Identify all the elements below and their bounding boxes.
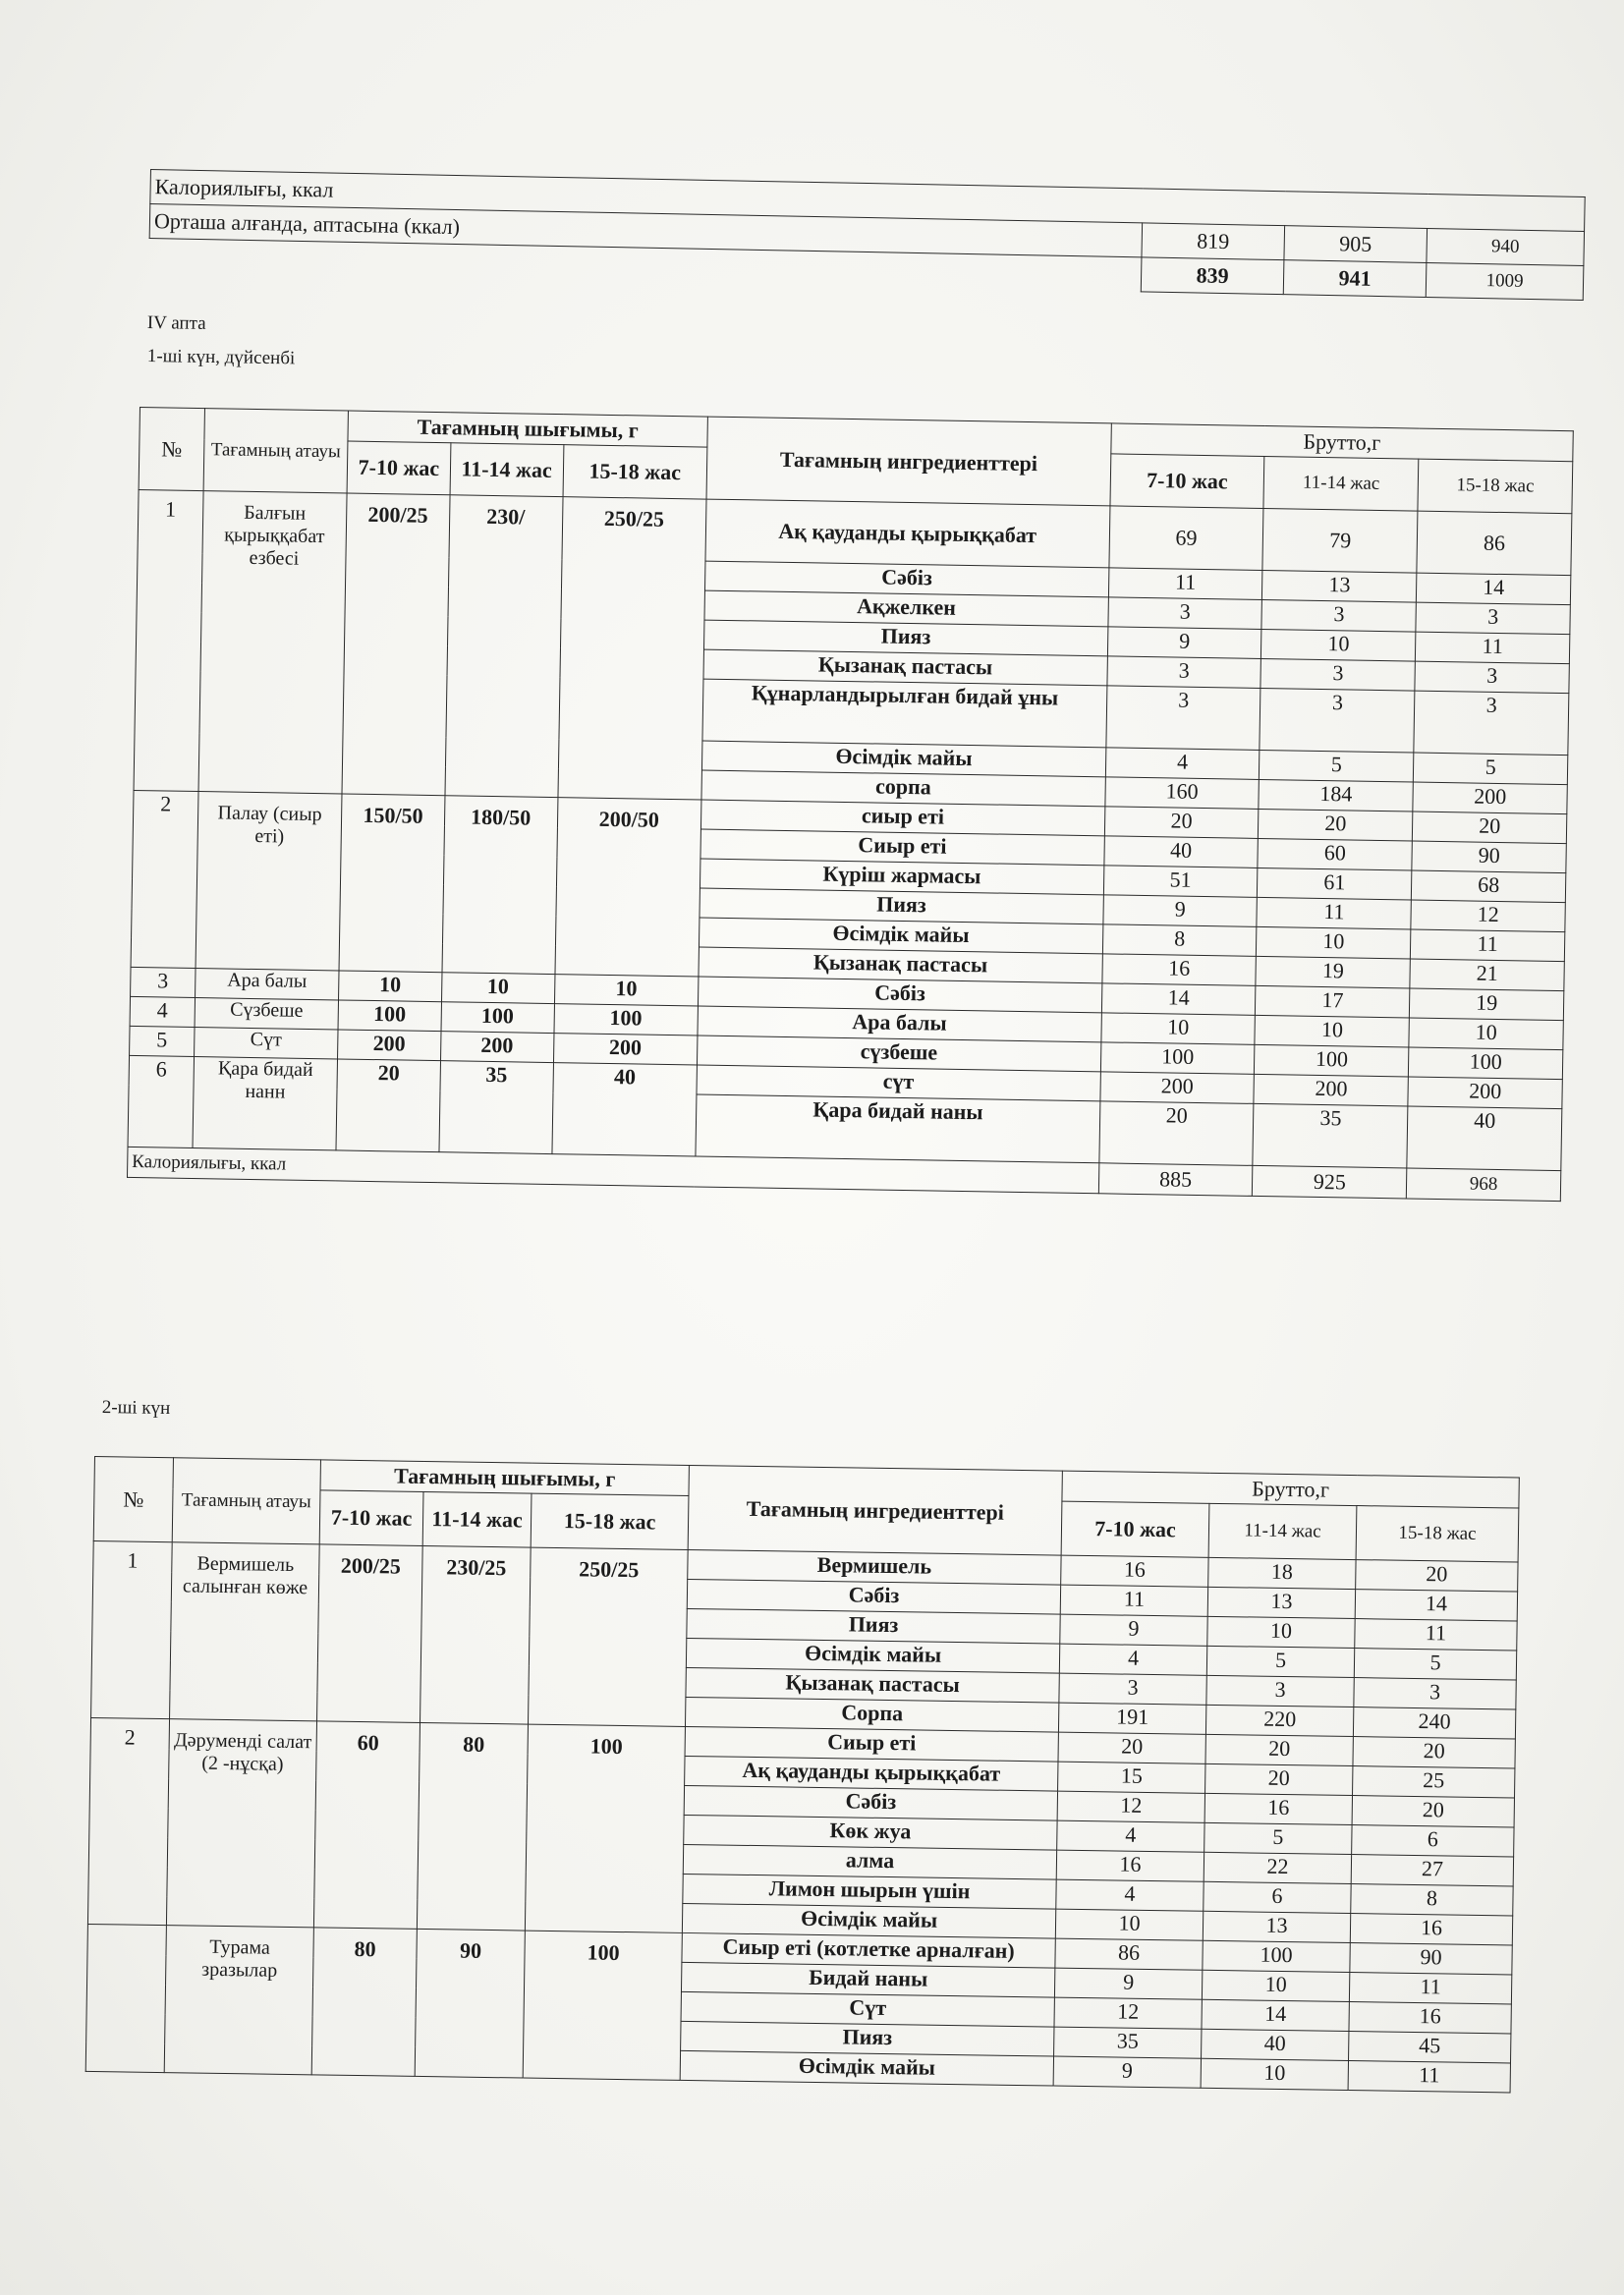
meal-yield: 10: [554, 975, 699, 1006]
ingredient-name: Ақ қауданды қырыққабат: [685, 1756, 1058, 1791]
ingredient-brutto: 3: [1415, 661, 1569, 694]
meal-yield: 60: [313, 1721, 420, 1930]
ingredient-brutto: 13: [1203, 1911, 1350, 1942]
header-name: Тағамның атауы: [203, 409, 349, 493]
header-brutto-age: 15-18 жас: [1418, 459, 1573, 514]
ingredient-brutto: 40: [1407, 1106, 1562, 1171]
ingredient-brutto: 40: [1104, 836, 1259, 868]
summary-calories-label: Калориялығы, ккал: [150, 170, 1585, 232]
ingredient-name: Сәбіз: [704, 561, 1108, 597]
meal-num: 1: [134, 489, 203, 791]
ingredient-brutto: 12: [1057, 1791, 1204, 1822]
meal-yield: 200/25: [317, 1544, 423, 1723]
meal-yield: 100: [338, 1000, 441, 1032]
ingredient-name: Өсімдік майы: [701, 741, 1105, 777]
ingredient-name: Сүт: [681, 1991, 1054, 2027]
ingredient-brutto: 19: [1256, 956, 1410, 988]
ingredient-name: Өсімдік майы: [699, 918, 1102, 954]
ingredient-brutto: 3: [1414, 691, 1569, 756]
ingredient-brutto: 35: [1054, 2027, 1202, 2058]
meal-yield: 200: [440, 1032, 553, 1063]
ingredient-brutto: 11: [1349, 1973, 1511, 2004]
ingredient-brutto: 4: [1056, 1879, 1204, 1911]
ingredient-brutto: 16: [1350, 1914, 1512, 1945]
ingredient-brutto: 3: [1107, 656, 1261, 689]
ingredient-brutto: 100: [1409, 1047, 1563, 1080]
summary-average-label: Орташа алғанда, аптасына (ккал): [149, 204, 1142, 257]
ingredient-brutto: 13: [1262, 570, 1417, 602]
header-age: 7-10 жас: [347, 441, 450, 495]
ingredient-brutto: 240: [1353, 1707, 1515, 1739]
ingredient-name: сүзбеше: [697, 1036, 1100, 1072]
header-num: №: [139, 408, 204, 491]
ingredient-name: сиыр еті: [700, 800, 1104, 836]
ingredient-brutto: 9: [1107, 627, 1261, 659]
ingredient-brutto: 20: [1099, 1101, 1255, 1166]
ingredient-brutto: 11: [1060, 1585, 1207, 1616]
ingredient-brutto: 20: [1104, 807, 1259, 839]
ingredient-brutto: 100: [1203, 1940, 1350, 1972]
ingredient-brutto: 220: [1205, 1705, 1353, 1736]
meal-name: Вермишель салынған көже: [170, 1542, 320, 1721]
ingredient-brutto: 6: [1352, 1825, 1514, 1857]
meal-name: Сүт: [194, 1028, 338, 1059]
header-brutto: Брутто,г: [1062, 1471, 1519, 1508]
meal-yield: 40: [552, 1063, 698, 1156]
day1-menu-table: [127, 407, 1574, 1202]
meal-yield: 80: [417, 1722, 528, 1931]
ingredient-name: Күріш жармасы: [700, 859, 1103, 895]
header-ingredients: Тағамның ингредиенттері: [706, 417, 1111, 506]
meal-yield: 200: [338, 1030, 441, 1061]
ingredient-name: алма: [683, 1844, 1056, 1879]
ingredient-name: Сорпа: [685, 1697, 1058, 1732]
ingredient-brutto: 191: [1058, 1703, 1205, 1734]
ingredient-brutto: 90: [1412, 841, 1566, 873]
ingredient-brutto: 61: [1258, 868, 1412, 900]
ingredient-name: Ақжелкен: [704, 590, 1108, 627]
ingredient-brutto: 8: [1351, 1884, 1513, 1916]
ingredient-brutto: 20: [1356, 1560, 1518, 1592]
ingredient-name: Өсімдік майы: [682, 1903, 1055, 1938]
ingredient-brutto: 20: [1205, 1734, 1353, 1765]
meal-yield: 180/50: [442, 796, 558, 975]
summary-value: 1009: [1426, 262, 1584, 300]
meal-num: 5: [130, 1026, 195, 1056]
ingredient-brutto: 17: [1256, 985, 1410, 1018]
ingredient-brutto: 16: [1056, 1850, 1204, 1881]
ingredient-brutto: 12: [1054, 1997, 1202, 2029]
ingredient-brutto: 16: [1349, 2002, 1511, 2034]
ingredient-brutto: 11: [1411, 929, 1565, 962]
ingredient-brutto: 51: [1103, 866, 1258, 898]
ingredient-name: сорпа: [701, 770, 1105, 807]
ingredient-brutto: 8: [1102, 924, 1257, 957]
ingredient-brutto: 20: [1259, 809, 1413, 841]
ingredient-brutto: 68: [1412, 870, 1566, 903]
meal-name: Сүзбеше: [195, 998, 339, 1030]
header-brutto-age: 11-14 жас: [1263, 456, 1419, 511]
meal-name: Балғын қырыққабат езбесі: [198, 491, 347, 794]
header-age: 15-18 жас: [531, 1493, 689, 1549]
ingredient-brutto: 100: [1255, 1044, 1409, 1077]
ingredient-name: Сиыр еті: [685, 1726, 1058, 1762]
ingredient-name: Сиыр еті (котлетке арналған): [682, 1932, 1055, 1968]
ingredient-brutto: 4: [1105, 748, 1260, 780]
ingredient-brutto: 3: [1206, 1675, 1354, 1707]
meal-name: Қара бидай нанн: [193, 1057, 338, 1150]
ingredient-name: Қызанақ пастасы: [699, 947, 1102, 983]
calories-label: Калориялығы, ккал: [127, 1147, 1098, 1193]
meal-num: 2: [87, 1717, 169, 1925]
ingredient-brutto: 11: [1348, 2061, 1510, 2093]
meal-num: 6: [128, 1055, 194, 1148]
ingredient-brutto: 6: [1204, 1881, 1351, 1913]
ingredient-brutto: 200: [1413, 782, 1567, 814]
ingredient-name: Ара балы: [698, 1006, 1101, 1042]
ingredient-name: Өсімдік майы: [680, 2050, 1053, 2086]
ingredient-name: Пияз: [703, 620, 1107, 656]
meal-name: Турама зразылар: [164, 1926, 313, 2075]
meal-yield: 200: [553, 1034, 698, 1065]
ingredient-brutto: 19: [1410, 988, 1564, 1021]
ingredient-brutto: 14: [1355, 1590, 1517, 1621]
meal-yield: 250/25: [528, 1547, 688, 1726]
meal-num: 1: [91, 1540, 173, 1718]
ingredient-brutto: 20: [1353, 1737, 1515, 1768]
ingredient-brutto: 11: [1108, 568, 1262, 600]
ingredient-brutto: 14: [1417, 573, 1571, 605]
ingredient-brutto: 3: [1260, 688, 1415, 753]
ingredient-brutto: 16: [1061, 1555, 1208, 1587]
ingredient-brutto: 16: [1204, 1793, 1352, 1824]
ingredient-brutto: 10: [1261, 629, 1416, 661]
meal-num: [85, 1924, 166, 2072]
meal-yield: 200/50: [555, 798, 701, 977]
ingredient-brutto: 10: [1207, 1616, 1355, 1648]
ingredient-brutto: 9: [1060, 1614, 1207, 1646]
meal-num: 3: [131, 967, 196, 997]
ingredient-name: Сиыр еті: [700, 829, 1104, 866]
ingredient-name: сүт: [697, 1065, 1100, 1101]
ingredient-brutto: 20: [1058, 1732, 1205, 1763]
day2-label: 2-ші күн: [101, 1397, 171, 1420]
ingredient-name: Өсімдік майы: [686, 1638, 1059, 1673]
ingredient-name: Бидай наны: [681, 1962, 1054, 1997]
header-age: 11-14 жас: [422, 1491, 532, 1547]
ingredient-brutto: 27: [1351, 1855, 1513, 1886]
ingredient-brutto: 10: [1255, 1015, 1409, 1047]
ingredient-brutto: 10: [1055, 1909, 1203, 1940]
ingredient-brutto: 100: [1100, 1042, 1255, 1075]
ingredient-brutto: 69: [1109, 506, 1264, 571]
ingredient-brutto: 40: [1202, 2029, 1349, 2060]
ingredient-name: Лимон шырын үшін: [683, 1874, 1056, 1909]
ingredient-brutto: 79: [1262, 508, 1418, 573]
meal-yield: 20: [336, 1059, 440, 1152]
ingredient-brutto: 3: [1354, 1678, 1516, 1709]
ingredient-brutto: 60: [1258, 838, 1412, 870]
ingredient-brutto: 21: [1410, 959, 1564, 991]
header-age: 15-18 жас: [563, 445, 707, 499]
meal-yield: 10: [441, 973, 554, 1004]
ingredient-name: Қызанақ пастасы: [686, 1667, 1059, 1703]
meal-yield: 100: [523, 1931, 682, 2080]
ingredient-brutto: 10: [1201, 2058, 1348, 2090]
ingredient-brutto: 9: [1053, 2056, 1201, 2088]
meal-yield: 35: [439, 1061, 553, 1154]
ingredient-brutto: 5: [1414, 753, 1568, 785]
summary-value: 941: [1283, 260, 1427, 298]
meal-yield: 230/25: [420, 1545, 532, 1724]
ingredient-brutto: 200: [1100, 1072, 1255, 1104]
ingredient-brutto: 3: [1261, 599, 1416, 632]
meal-yield: 100: [441, 1002, 554, 1034]
ingredient-brutto: 35: [1253, 1103, 1408, 1168]
day2-menu-table: [85, 1456, 1520, 2093]
meal-yield: 10: [339, 971, 442, 1002]
summary-value: 940: [1427, 228, 1585, 265]
calories-value: 968: [1406, 1168, 1560, 1202]
meal-num: 4: [130, 996, 195, 1027]
ingredient-name: Қызанақ пастасы: [703, 649, 1107, 686]
header-brutto: Брутто,г: [1110, 423, 1573, 462]
ingredient-brutto: 12: [1411, 900, 1565, 932]
ingredient-brutto: 160: [1105, 777, 1260, 810]
ingredient-brutto: 11: [1257, 897, 1411, 929]
ingredient-name: Құнарландырылған бидай ұны: [702, 679, 1107, 748]
ingredient-name: Пияз: [700, 888, 1103, 924]
header-num: №: [93, 1457, 173, 1542]
ingredient-brutto: 184: [1259, 779, 1413, 812]
ingredient-brutto: 10: [1101, 1013, 1256, 1045]
header-brutto-age: 7-10 жас: [1061, 1501, 1209, 1557]
calories-value: 925: [1253, 1165, 1407, 1199]
ingredient-brutto: 10: [1257, 926, 1411, 959]
meal-yield: 90: [415, 1929, 525, 2078]
meal-name: Дәруменді салат (2 -нұсқа): [166, 1719, 316, 1928]
header-brutto-age: 11-14 жас: [1208, 1503, 1357, 1559]
header-name: Тағамның атауы: [172, 1458, 320, 1544]
ingredient-brutto: 5: [1354, 1649, 1516, 1680]
meal-yield: 150/50: [339, 794, 444, 973]
ingredient-name: Вермишель: [688, 1549, 1061, 1585]
ingredient-brutto: 4: [1059, 1644, 1206, 1675]
ingredient-name: Сәбіз: [698, 977, 1101, 1013]
ingredient-brutto: 25: [1353, 1766, 1515, 1798]
meal-name: Ара балы: [195, 969, 339, 1000]
ingredient-brutto: 14: [1101, 983, 1256, 1016]
ingredient-brutto: 5: [1260, 750, 1414, 782]
ingredient-brutto: 86: [1055, 1938, 1203, 1970]
ingredient-brutto: 3: [1416, 602, 1570, 635]
ingredient-name: Ақ қауданды қырыққабат: [705, 499, 1110, 568]
meal-yield: 100: [554, 1004, 699, 1036]
header-age: 11-14 жас: [450, 443, 564, 497]
ingredient-brutto: 14: [1202, 1999, 1349, 2031]
week-label: IV апта: [146, 312, 206, 334]
meal-name: Палау (сиыр еті): [196, 792, 342, 971]
ingredient-name: Пияз: [687, 1608, 1060, 1644]
header-ingredients: Тағамның ингредиенттері: [688, 1465, 1062, 1555]
ingredient-brutto: 9: [1103, 895, 1258, 927]
header-yield: Тағамның шығымы, г: [348, 411, 707, 447]
meal-yield: 250/25: [558, 497, 706, 800]
ingredient-brutto: 20: [1413, 812, 1567, 844]
ingredient-brutto: 5: [1206, 1646, 1354, 1677]
ingredient-brutto: 10: [1409, 1018, 1563, 1050]
meal-yield: 80: [311, 1928, 417, 2077]
ingredient-name: Қара бидай наны: [696, 1094, 1100, 1163]
header-brutto-age: 7-10 жас: [1110, 454, 1265, 509]
ingredient-brutto: 11: [1355, 1619, 1517, 1651]
ingredient-brutto: 200: [1408, 1077, 1562, 1109]
meal-num: 2: [131, 790, 198, 968]
ingredient-brutto: 200: [1254, 1074, 1408, 1106]
ingredient-brutto: 13: [1207, 1587, 1355, 1618]
ingredient-brutto: 5: [1204, 1822, 1352, 1854]
ingredient-brutto: 3: [1260, 658, 1415, 691]
ingredient-brutto: 10: [1202, 1970, 1349, 2001]
ingredient-brutto: 3: [1106, 686, 1261, 751]
ingredient-brutto: 3: [1059, 1673, 1206, 1705]
summary-value: 839: [1141, 257, 1284, 295]
ingredient-brutto: 45: [1349, 2032, 1511, 2063]
ingredient-brutto: 16: [1102, 954, 1257, 986]
ingredient-brutto: 3: [1108, 597, 1262, 630]
ingredient-brutto: 90: [1350, 1943, 1512, 1975]
meal-yield: 200/25: [342, 493, 450, 796]
header-yield: Тағамның шығымы, г: [320, 1460, 689, 1496]
ingredient-brutto: 86: [1417, 511, 1572, 576]
ingredient-brutto: 15: [1058, 1762, 1205, 1793]
calories-value: 885: [1098, 1163, 1253, 1197]
header-brutto-age: 15-18 жас: [1356, 1506, 1519, 1562]
ingredient-name: Сәбіз: [687, 1579, 1060, 1614]
header-age: 7-10 жас: [319, 1490, 423, 1546]
ingredient-brutto: 4: [1057, 1820, 1204, 1852]
ingredient-brutto: 9: [1054, 1968, 1202, 1999]
meal-yield: 100: [525, 1724, 685, 1932]
meal-yield: 230/: [445, 495, 563, 798]
ingredient-name: Сәбіз: [684, 1785, 1057, 1820]
ingredient-brutto: 20: [1352, 1796, 1514, 1827]
ingredient-brutto: 22: [1204, 1852, 1351, 1883]
ingredient-name: Пияз: [681, 2021, 1054, 2056]
ingredient-brutto: 11: [1416, 632, 1570, 664]
day1-label: 1-ші күн, дүйсенбі: [146, 346, 296, 369]
ingredient-brutto: 20: [1205, 1763, 1353, 1795]
ingredient-brutto: 18: [1208, 1557, 1356, 1589]
summary-value: 819: [1142, 223, 1285, 260]
summary-value: 905: [1284, 226, 1428, 263]
ingredient-name: Көк жуа: [684, 1815, 1057, 1850]
